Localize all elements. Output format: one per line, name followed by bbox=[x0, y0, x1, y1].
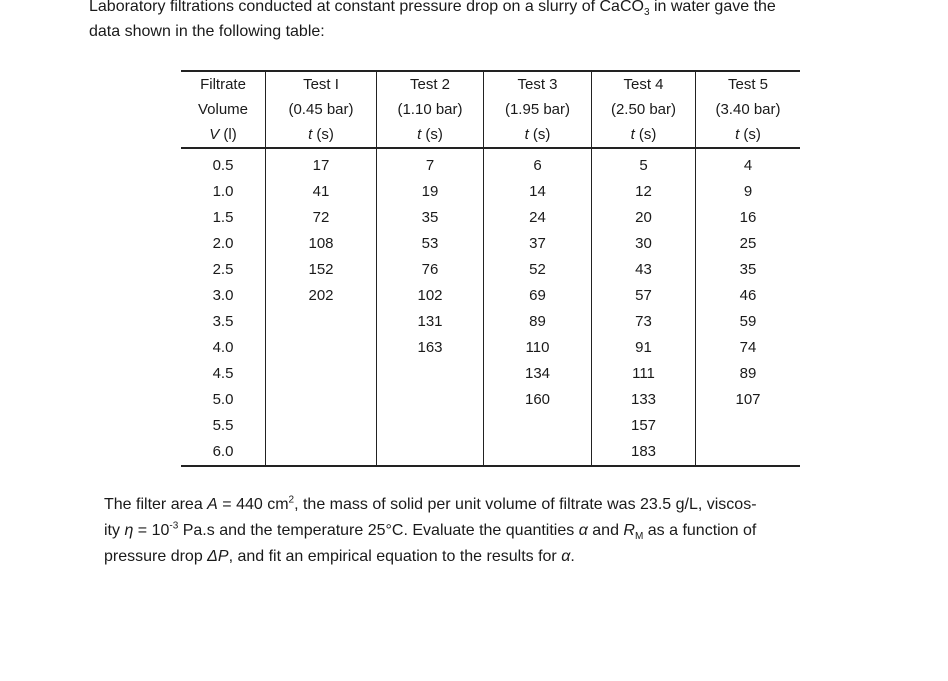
table-row bbox=[181, 335, 800, 361]
superscript: -3 bbox=[169, 520, 179, 532]
volume-cell: 0.5 bbox=[181, 148, 266, 179]
subscript: M bbox=[634, 531, 644, 543]
table-row bbox=[181, 283, 800, 309]
header-cell: (2.50 bar) bbox=[592, 97, 696, 122]
intro-subscript: 3 bbox=[643, 7, 650, 19]
unit-cell bbox=[484, 122, 592, 148]
intro-line2: data shown in the following table: bbox=[89, 23, 325, 40]
time-cell bbox=[377, 387, 484, 413]
time-cell: 12 bbox=[592, 179, 696, 205]
time-cell bbox=[266, 361, 377, 387]
text-run: Pa.s and the temperature 25°C. Evaluate the quantities bbox=[178, 522, 579, 539]
time-cell: 74 bbox=[739, 339, 757, 356]
time-cell: 53 bbox=[377, 231, 484, 257]
time-cell: 131 bbox=[377, 309, 484, 335]
time-cell: 152 bbox=[266, 257, 377, 283]
text-run: ity bbox=[104, 522, 125, 539]
time-cell: 163 bbox=[377, 335, 484, 361]
header-cell: Volume bbox=[181, 97, 266, 122]
time-cell: 202 bbox=[266, 283, 377, 309]
time-cell: 102 bbox=[377, 283, 484, 309]
unit-label: (s) bbox=[634, 126, 657, 143]
time-cell bbox=[377, 361, 484, 387]
time-cell: 160 bbox=[484, 387, 592, 413]
volume-cell: 1.0 bbox=[181, 179, 266, 205]
text-run: = 10 bbox=[133, 522, 170, 539]
text-run: pressure drop bbox=[104, 548, 208, 565]
time-cell: 46 bbox=[739, 287, 757, 304]
problem-text bbox=[104, 492, 894, 570]
time-cell bbox=[696, 439, 801, 466]
unit-cell bbox=[377, 122, 484, 148]
time-cell bbox=[484, 439, 592, 466]
symbol-alpha: α bbox=[578, 522, 588, 539]
time-cell: 107 bbox=[735, 391, 761, 408]
time-cell bbox=[377, 413, 484, 439]
symbol-pressure-drop: ΔP bbox=[207, 548, 229, 565]
time-cell bbox=[266, 439, 377, 466]
unit-symbol: V bbox=[209, 126, 220, 143]
volume-cell: 5.0 bbox=[181, 387, 266, 413]
text-run: and bbox=[587, 522, 624, 539]
volume-cell: 1.5 bbox=[181, 205, 266, 231]
header-row-1 bbox=[181, 71, 800, 97]
unit-label: (s) bbox=[739, 126, 761, 143]
table-row bbox=[181, 231, 800, 257]
unit-label: (s) bbox=[312, 126, 334, 143]
header-cell: Test 4 bbox=[592, 71, 696, 97]
volume-cell: 3.5 bbox=[181, 309, 266, 335]
header-cell: Test I bbox=[266, 71, 377, 97]
table-row bbox=[181, 361, 800, 387]
volume-cell: 4.5 bbox=[181, 361, 266, 387]
time-cell: 73 bbox=[592, 309, 696, 335]
time-cell: 14 bbox=[484, 179, 592, 205]
symbol-resistance: R bbox=[623, 522, 635, 539]
intro-line1-end: in water gave the bbox=[649, 0, 776, 15]
table-row bbox=[181, 387, 800, 413]
intro-text bbox=[89, 0, 919, 44]
time-cell: 7 bbox=[377, 148, 484, 179]
header-cell: Filtrate bbox=[181, 71, 266, 97]
time-cell: 25 bbox=[739, 235, 757, 252]
time-cell: 57 bbox=[592, 283, 696, 309]
table-row bbox=[181, 179, 800, 205]
time-cell: 6 bbox=[484, 148, 592, 179]
time-cell: 69 bbox=[484, 283, 592, 309]
time-cell: 108 bbox=[266, 231, 377, 257]
unit-cell bbox=[592, 122, 696, 148]
header-cell: (1.10 bar) bbox=[377, 97, 484, 122]
time-cell: 35 bbox=[739, 261, 757, 278]
symbol-viscosity: η bbox=[124, 522, 134, 539]
text-run: , and fit an empirical equation to the results for bbox=[228, 548, 562, 565]
time-cell: 133 bbox=[592, 387, 696, 413]
time-cell: 72 bbox=[266, 205, 377, 231]
time-cell: 24 bbox=[484, 205, 592, 231]
table-body bbox=[181, 148, 800, 466]
unit-symbol: t bbox=[524, 126, 529, 143]
header-cell: Test 5 bbox=[727, 76, 769, 93]
table-row bbox=[181, 309, 800, 335]
symbol-area: A bbox=[207, 496, 218, 513]
time-cell: 16 bbox=[739, 209, 757, 226]
table-row bbox=[181, 257, 800, 283]
time-cell: 43 bbox=[592, 257, 696, 283]
time-cell: 89 bbox=[739, 365, 757, 382]
header-cell: Test 3 bbox=[484, 71, 592, 97]
unit-symbol: t bbox=[417, 126, 422, 143]
time-cell: 19 bbox=[377, 179, 484, 205]
table-row bbox=[181, 148, 800, 179]
time-cell: 30 bbox=[592, 231, 696, 257]
time-cell: 20 bbox=[592, 205, 696, 231]
time-cell: 35 bbox=[377, 205, 484, 231]
time-cell bbox=[266, 387, 377, 413]
volume-cell: 6.0 bbox=[181, 439, 266, 466]
time-cell bbox=[266, 309, 377, 335]
time-cell: 183 bbox=[592, 439, 696, 466]
time-cell bbox=[266, 413, 377, 439]
unit-symbol: t bbox=[308, 126, 313, 143]
volume-cell: 2.5 bbox=[181, 257, 266, 283]
text-run: . bbox=[570, 548, 575, 565]
volume-cell: 2.0 bbox=[181, 231, 266, 257]
unit-symbol: t bbox=[735, 126, 740, 143]
time-cell bbox=[484, 413, 592, 439]
time-cell: 89 bbox=[484, 309, 592, 335]
symbol-alpha: α bbox=[561, 548, 571, 565]
superscript: 2 bbox=[288, 494, 295, 506]
time-cell: 4 bbox=[743, 157, 753, 174]
intro-line1: Laboratory filtrations conducted at constant pressure drop on a slurry of CaCO bbox=[89, 0, 644, 15]
text-run: The filter area bbox=[104, 496, 208, 513]
unit-cell bbox=[696, 122, 801, 148]
table-row bbox=[181, 413, 800, 439]
header-cell: (0.45 bar) bbox=[266, 97, 377, 122]
time-cell: 157 bbox=[592, 413, 696, 439]
text-run: = 440 cm bbox=[217, 496, 289, 513]
time-cell: 110 bbox=[484, 335, 592, 361]
time-cell: 9 bbox=[743, 183, 753, 200]
header-cell: Test 2 bbox=[377, 71, 484, 97]
time-cell: 134 bbox=[484, 361, 592, 387]
time-cell bbox=[696, 413, 801, 439]
unit-symbol: t bbox=[630, 126, 635, 143]
text-run: , the mass of solid per unit volume of filtrate was 23.5 g/L, viscos- bbox=[294, 496, 757, 513]
time-cell: 37 bbox=[484, 231, 592, 257]
text-run: as a function of bbox=[643, 522, 757, 539]
header-cell: (1.95 bar) bbox=[484, 97, 592, 122]
time-cell bbox=[377, 439, 484, 466]
table-row bbox=[181, 439, 800, 466]
time-cell: 76 bbox=[377, 257, 484, 283]
time-cell: 52 bbox=[484, 257, 592, 283]
unit-cell bbox=[266, 122, 377, 148]
time-cell: 17 bbox=[266, 148, 377, 179]
header-cell: (3.40 bar) bbox=[715, 101, 781, 118]
time-cell: 41 bbox=[266, 179, 377, 205]
unit-label: (s) bbox=[421, 126, 443, 143]
table-row bbox=[181, 205, 800, 231]
header-row-2 bbox=[181, 97, 800, 122]
time-cell bbox=[266, 335, 377, 361]
volume-cell: 5.5 bbox=[181, 413, 266, 439]
time-cell: 5 bbox=[592, 148, 696, 179]
filtration-data-table bbox=[181, 70, 800, 467]
unit-label: (s) bbox=[528, 126, 551, 143]
unit-cell bbox=[181, 122, 266, 148]
unit-label: (l) bbox=[219, 126, 237, 143]
units-row bbox=[181, 122, 800, 148]
volume-cell: 3.0 bbox=[181, 283, 266, 309]
time-cell: 59 bbox=[739, 313, 757, 330]
time-cell: 91 bbox=[592, 335, 696, 361]
time-cell: 111 bbox=[592, 361, 696, 387]
volume-cell: 4.0 bbox=[181, 335, 266, 361]
